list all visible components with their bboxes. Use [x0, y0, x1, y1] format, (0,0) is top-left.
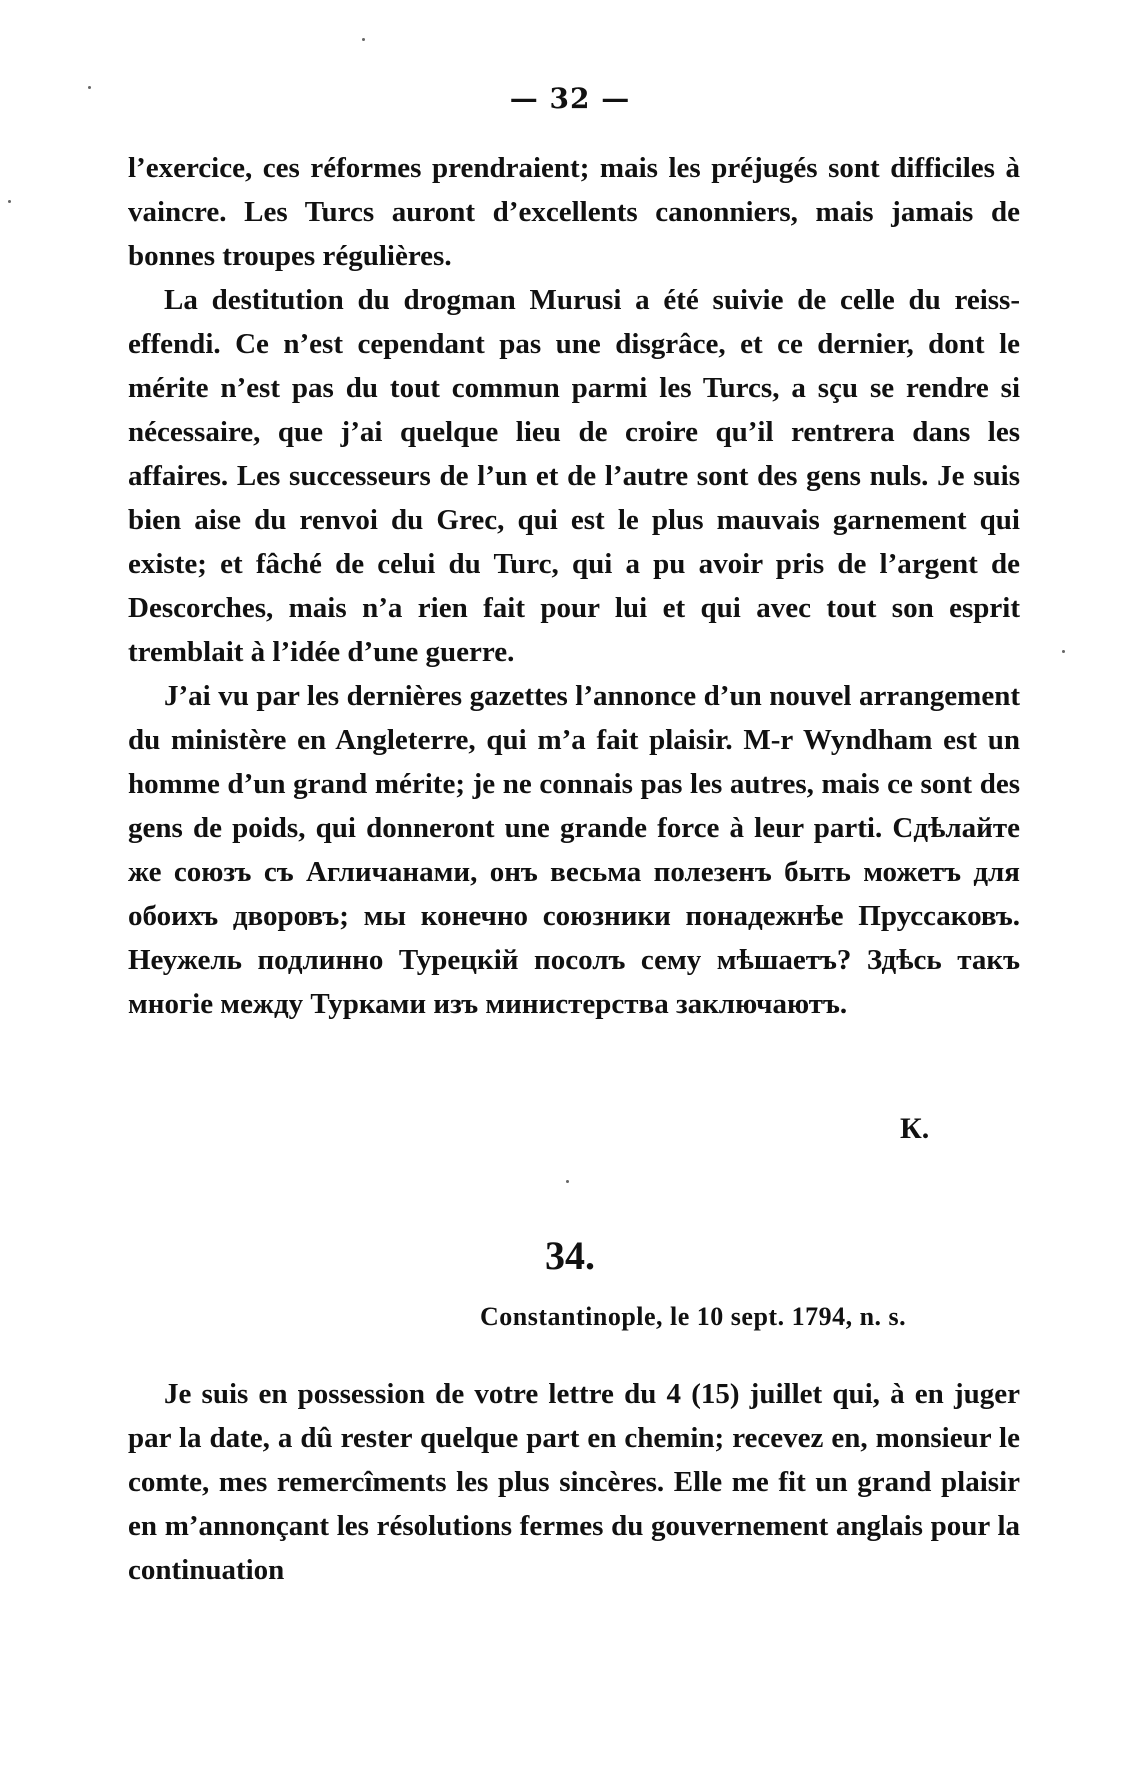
- print-speck: [8, 200, 11, 203]
- print-speck: [1062, 650, 1065, 653]
- paragraph: Je suis en possession de votre lettre du 4 (15) juillet qui, à en juger par la date, a dû rester quelque part en chemin; recevez en, monsieur le comte, mes remercîments les plus sincères. Elle me fit un grand plaisir en m’annonçant les résolutions fermes du gouvernement anglais pour la continuation: [128, 1378, 1020, 1586]
- paragraph: l’exercice, ces réformes prendraient; mais les préjugés sont difficiles à vaincre. Les Turcs auront d’excellents canonniers, mais jamais de bonnes troupes régulières.: [128, 152, 1020, 272]
- signature: К.: [900, 1112, 930, 1145]
- paragraph: La destitution du drogman Murusi a été suivie de celle du reiss-effendi. Ce n’est cependant pas une disgrâce, et ce dernier, dont le mérite n’est pas du tout commun parmi les Turcs, a sçu se rendre si nécessaire, que j’ai quelque lieu de croire qu’il rentrera dans les affaires. Les successeurs de l’un et de l’autre sont des gens nuls. Je suis bien aise du renvoi du Grec, qui est le plus mauvais garnement qui existe; et fâché de celui du Turc, qui a pu avoir pris de l’argent de Descorches, mais n’a rien fait pour lui et qui avec tout son esprit tremblait à l’idée d’une guerre.: [128, 284, 1020, 668]
- letter-34-body: [128, 1372, 1020, 1592]
- print-speck: [566, 1180, 569, 1183]
- print-speck: [362, 38, 365, 41]
- page-number: — 32 —: [509, 82, 631, 115]
- letter-number: 34.: [545, 1233, 595, 1278]
- letter-33-continuation: [128, 146, 1020, 1026]
- place-date-line: Constantinople, le 10 sept. 1794, n. s.: [480, 1302, 907, 1331]
- paragraph: J’ai vu par les dernières gazettes l’annonce d’un nouvel arrangement du ministère en Angleterre, qui m’a fait plaisir. M-r Wyndham est un homme d’un grand mérite; je ne connais pas les autres, mais ce sont des gens de poids, qui donneront une grande force à leur parti. Сдѣлайте же союзъ съ Агличанами, онъ весьма полезенъ быть можетъ для обоихъ дворовъ; мы конечно союзники понадежнѣе Пруссаковъ. Неужель подлинно Турецкій посолъ сему мѣшаетъ? Здѣсь такъ многіе между Турками изъ министерства заключаютъ.: [128, 680, 1020, 1020]
